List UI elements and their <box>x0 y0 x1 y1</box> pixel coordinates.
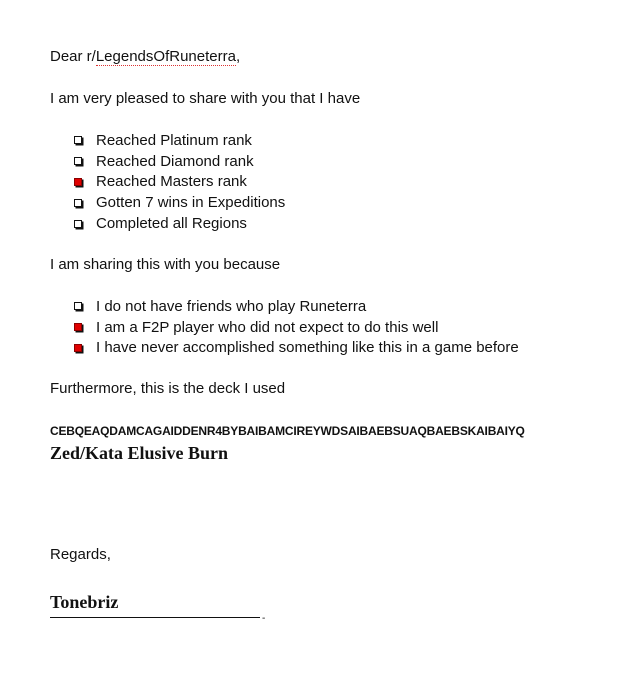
reason-list <box>74 296 519 358</box>
list-item-label: Reached Diamond rank <box>96 152 254 170</box>
list-item-label: I have never accomplished something like this in a game before <box>96 339 519 357</box>
list-item-label: Gotten 7 wins in Expeditions <box>96 194 286 212</box>
salutation-suffix: , <box>235 48 241 65</box>
checkbox-checked-icon <box>74 323 82 331</box>
list-item <box>74 151 285 172</box>
closing-text: Regards, <box>50 546 111 563</box>
intro-text: I am very pleased to share with you that I have <box>50 90 361 107</box>
signature-line <box>50 617 260 618</box>
list-item-label: Reached Platinum rank <box>96 131 252 149</box>
deck-code: CEBQEAQDAMCAGAIDDENR4BYBAIBAMCIREYWDSAIBAEBSUAQBAEBSKAIBAIYQ <box>50 424 525 438</box>
salutation-prefix: Dear r/ <box>50 48 96 65</box>
signature: Tonebriz <box>50 592 119 612</box>
list-item <box>74 213 285 234</box>
list-item <box>74 130 285 151</box>
reason-intro-text: I am sharing this with you because <box>50 256 281 273</box>
list-item-label: Reached Masters rank <box>96 173 247 191</box>
checkbox-icon <box>74 199 82 207</box>
checkbox-checked-icon <box>74 344 82 352</box>
checkbox-checked-icon <box>74 178 82 186</box>
checkbox-icon <box>74 157 82 165</box>
deck-intro-text: Furthermore, this is the deck I used <box>50 380 286 397</box>
salutation <box>50 48 240 66</box>
checkbox-icon <box>74 136 82 144</box>
checkbox-icon <box>74 302 82 310</box>
list-item-label: I do not have friends who play Runeterra <box>96 297 367 315</box>
deck-name: Zed/Kata Elusive Burn <box>50 443 229 463</box>
list-item-label: Completed all Regions <box>96 215 247 233</box>
list-item <box>74 338 519 359</box>
signature-tick: - <box>262 613 266 624</box>
list-item <box>74 192 285 213</box>
list-item <box>74 317 519 338</box>
list-item-label: I am a F2P player who did not expect to do this well <box>96 318 439 336</box>
list-item <box>74 172 285 193</box>
checkbox-icon <box>74 220 82 228</box>
salutation-name: LegendsOfRuneterra <box>95 48 236 65</box>
achievement-list <box>74 130 285 234</box>
list-item <box>74 296 519 317</box>
